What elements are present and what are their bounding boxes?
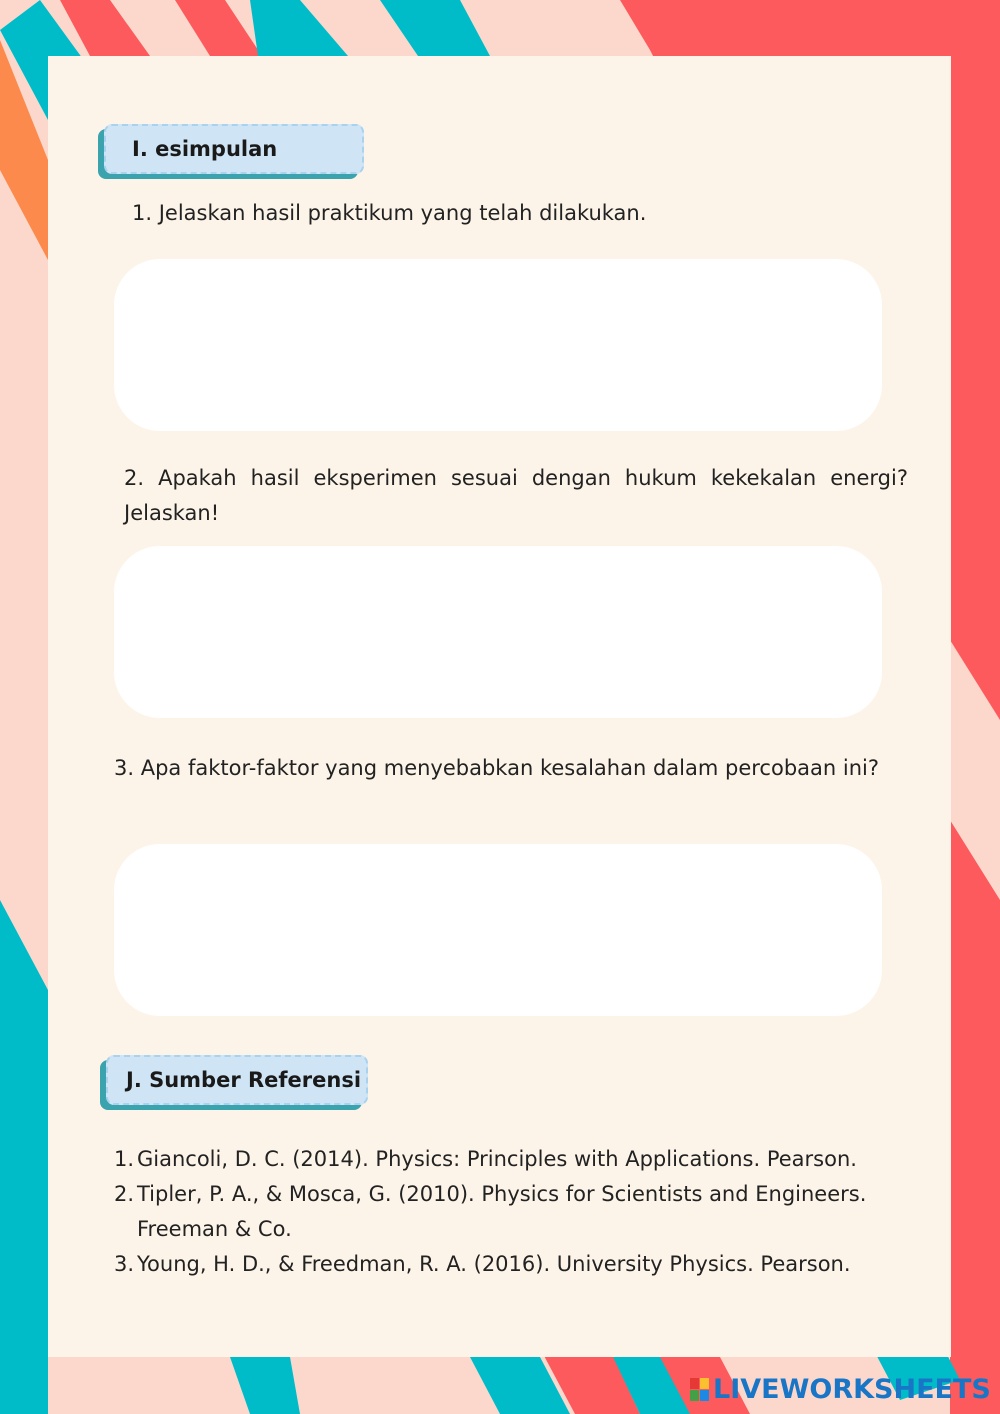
answer-box-1[interactable] [114,259,882,431]
reference-item [114,1247,904,1282]
reference-text: Tipler, P. A., & Mosca, G. (2010). Physics for Scientists and Engineers. Freeman & Co. [137,1182,867,1241]
reference-item [114,1177,904,1247]
question-1-number: 1. [132,201,153,225]
reference-number: 1. [114,1147,135,1171]
answer-box-3[interactable] [114,844,882,1016]
question-1-text: Jelaskan hasil praktikum yang telah dilakukan. [158,201,647,225]
reference-text: Young, H. D., & Freedman, R. A. (2016). University Physics. Pearson. [137,1252,851,1276]
question-1 [132,196,892,231]
question-2: 2. Apakah hasil eksperimen sesuai dengan hukum kekekalan energi? Jelaskan! [124,466,908,525]
reference-item [114,1142,904,1177]
logo-text: LIVEWORKSHEETS [713,1373,991,1405]
reference-number: 3. [114,1252,135,1276]
section-heading-referensi: J. Sumber Referensi [106,1055,368,1105]
reference-text: Giancoli, D. C. (2014). Physics: Principles with Applications. Pearson. [137,1147,857,1171]
liveworksheets-logo-icon [690,1378,709,1401]
answer-box-2[interactable] [114,546,882,718]
reference-number: 2. [114,1182,135,1206]
section-heading-kesimpulan: I. esimpulan [104,124,364,174]
reference-list [114,1142,904,1282]
question-3: 3. Apa faktor-faktor yang menyebabkan kesalahan dalam percobaan ini? [114,756,879,780]
liveworksheets-logo[interactable] [690,1372,991,1406]
